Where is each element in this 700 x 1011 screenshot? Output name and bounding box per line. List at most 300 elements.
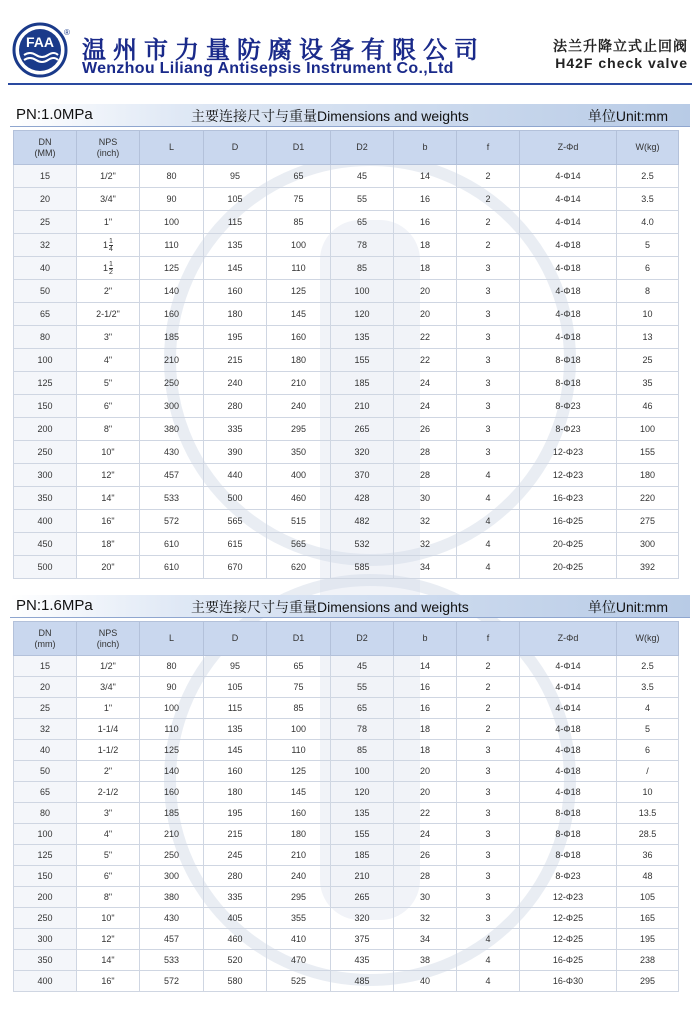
logo-text: FAA xyxy=(26,34,54,50)
table-cell: 240 xyxy=(204,372,267,395)
table-cell: 3 xyxy=(457,395,520,418)
table-cell: 525 xyxy=(267,971,331,992)
table-row xyxy=(14,280,679,303)
table-cell: 115 xyxy=(204,211,267,234)
column-header: NPS (inch) xyxy=(77,131,140,165)
table-cell: 4-Φ18 xyxy=(520,782,617,803)
table-cell: 32 xyxy=(394,908,457,929)
table-row xyxy=(14,803,679,824)
table-cell: 16-Φ25 xyxy=(520,950,617,971)
table-cell: 8-Φ18 xyxy=(520,372,617,395)
table-row xyxy=(14,782,679,803)
table-cell: 40 xyxy=(394,971,457,992)
table-cell: 295 xyxy=(267,418,331,441)
table-row xyxy=(14,719,679,740)
table-cell: 16-Φ25 xyxy=(520,510,617,533)
table-cell: 22 xyxy=(394,803,457,824)
table-cell: 26 xyxy=(394,418,457,441)
table-cell: 8" xyxy=(77,887,140,908)
table-cell: 10 xyxy=(617,303,679,326)
table-cell: 4-Φ14 xyxy=(520,656,617,677)
table-cell: 30 xyxy=(394,887,457,908)
table-row xyxy=(14,395,679,418)
table-cell: 80 xyxy=(14,803,77,824)
table-cell: 2.5 xyxy=(617,165,679,188)
table-cell: 10" xyxy=(77,441,140,464)
table-cell: 135 xyxy=(331,803,394,824)
table-cell: 350 xyxy=(267,441,331,464)
table-cell: 65 xyxy=(331,211,394,234)
table-cell: 520 xyxy=(204,950,267,971)
dimensions-table-pn16 xyxy=(13,621,679,992)
table-cell: 40 xyxy=(14,740,77,761)
table-cell: 16 xyxy=(394,677,457,698)
table-cell: 20 xyxy=(394,782,457,803)
table-cell: 20 xyxy=(394,761,457,782)
table-cell: 295 xyxy=(267,887,331,908)
table-cell: 210 xyxy=(140,824,204,845)
column-header: Z-Φd xyxy=(520,622,617,656)
table-cell: 2 xyxy=(457,698,520,719)
table-cell: 380 xyxy=(140,887,204,908)
table-cell: 215 xyxy=(204,349,267,372)
table-cell: 120 xyxy=(331,782,394,803)
table-cell: 36 xyxy=(617,845,679,866)
table-row xyxy=(14,188,679,211)
table-cell: 300 xyxy=(617,533,679,556)
table-cell: 120 xyxy=(331,303,394,326)
table-cell: 3 xyxy=(457,303,520,326)
table-cell: 195 xyxy=(204,326,267,349)
table-cell: 1/2" xyxy=(77,165,140,188)
table-cell: 4-Φ18 xyxy=(520,280,617,303)
table-row xyxy=(14,349,679,372)
table-cell: 65 xyxy=(331,698,394,719)
table-cell: 390 xyxy=(204,441,267,464)
table-cell: 3/4" xyxy=(77,677,140,698)
table-cell: 250 xyxy=(14,441,77,464)
table-cell: 65 xyxy=(14,782,77,803)
table-cell: 75 xyxy=(267,677,331,698)
table-cell: 32 xyxy=(394,533,457,556)
table-row xyxy=(14,677,679,698)
table-cell: 3" xyxy=(77,326,140,349)
column-header: L xyxy=(140,131,204,165)
table-cell: 200 xyxy=(14,887,77,908)
table-cell: 1" xyxy=(77,698,140,719)
column-header: Z-Φd xyxy=(520,131,617,165)
section-title-bar xyxy=(10,104,690,127)
table-cell: 4 xyxy=(457,487,520,510)
table-cell: 160 xyxy=(204,761,267,782)
table-cell: 180 xyxy=(204,303,267,326)
section-title: 主要连接尺寸与重量Dimensions and weights xyxy=(191,108,469,124)
table-cell: 165 xyxy=(617,908,679,929)
table-row xyxy=(14,487,679,510)
table-cell: 3 xyxy=(457,326,520,349)
table-cell: 15 xyxy=(14,656,77,677)
table-cell: 12-Φ25 xyxy=(520,929,617,950)
table-cell: 3/4" xyxy=(77,188,140,211)
column-header: W(kg) xyxy=(617,622,679,656)
column-header: D1 xyxy=(267,622,331,656)
table-cell: 1-1/4 xyxy=(77,719,140,740)
table-cell: 45 xyxy=(331,165,394,188)
table-cell: 34 xyxy=(394,556,457,579)
table-cell: 3 xyxy=(457,824,520,845)
table-cell: 185 xyxy=(140,326,204,349)
table-cell: 4-Φ18 xyxy=(520,740,617,761)
page-header xyxy=(0,0,700,88)
table-cell: 8 xyxy=(617,280,679,303)
table-cell: 335 xyxy=(204,887,267,908)
table-cell: 280 xyxy=(204,866,267,887)
table-cell: 240 xyxy=(267,395,331,418)
table-cell: 2 xyxy=(457,188,520,211)
table-cell: 8-Φ18 xyxy=(520,824,617,845)
table-cell: 3 xyxy=(457,866,520,887)
table-cell: 25 xyxy=(617,349,679,372)
table-cell: 4 xyxy=(457,464,520,487)
column-header: D2 xyxy=(331,131,394,165)
table-cell: 100 xyxy=(331,761,394,782)
table-cell: 300 xyxy=(140,866,204,887)
table-cell: 65 xyxy=(267,656,331,677)
table-cell: 4-Φ18 xyxy=(520,257,617,280)
table-cell: 20 xyxy=(394,280,457,303)
table-cell: 125 xyxy=(267,761,331,782)
table-cell: 32 xyxy=(14,234,77,257)
table-cell: 275 xyxy=(617,510,679,533)
table-cell: 12" xyxy=(77,464,140,487)
table-cell: 100 xyxy=(617,418,679,441)
table-cell: 2-1/2" xyxy=(77,303,140,326)
section-title-bar xyxy=(10,595,690,618)
table-cell: 24 xyxy=(394,395,457,418)
table-cell: 4-Φ18 xyxy=(520,326,617,349)
table-cell: 8-Φ23 xyxy=(520,418,617,441)
table-row xyxy=(14,372,679,395)
table-cell: 4 xyxy=(457,950,520,971)
table-cell: 110 xyxy=(267,257,331,280)
table-cell: 220 xyxy=(617,487,679,510)
table-cell: 80 xyxy=(140,656,204,677)
table-cell: 185 xyxy=(331,845,394,866)
table-cell: 155 xyxy=(331,349,394,372)
table-row xyxy=(14,929,679,950)
table-cell: 500 xyxy=(204,487,267,510)
table-cell: 460 xyxy=(267,487,331,510)
table-cell: 145 xyxy=(204,257,267,280)
table-cell: 16" xyxy=(77,510,140,533)
table-cell: 4-Φ14 xyxy=(520,165,617,188)
table-row xyxy=(14,326,679,349)
table-cell: 95 xyxy=(204,165,267,188)
table-cell: 2.5 xyxy=(617,656,679,677)
table-cell: 250 xyxy=(140,845,204,866)
table-cell: 210 xyxy=(140,349,204,372)
table-cell: 4-Φ14 xyxy=(520,698,617,719)
table-cell: 435 xyxy=(331,950,394,971)
table-cell: 405 xyxy=(204,908,267,929)
table-cell: 140 xyxy=(140,280,204,303)
table-cell: 428 xyxy=(331,487,394,510)
table-cell: 245 xyxy=(204,845,267,866)
table-cell: 18 xyxy=(394,234,457,257)
table-cell: 610 xyxy=(140,556,204,579)
table-row xyxy=(14,165,679,188)
table-cell: 125 xyxy=(267,280,331,303)
table-cell: 28 xyxy=(394,866,457,887)
table-cell: 335 xyxy=(204,418,267,441)
table-cell: 25 xyxy=(14,698,77,719)
table-cell: 155 xyxy=(331,824,394,845)
table-cell: 20 xyxy=(394,303,457,326)
table-cell: 12-Φ23 xyxy=(520,441,617,464)
table-row xyxy=(14,740,679,761)
table-cell: 160 xyxy=(140,782,204,803)
table-cell: 110 xyxy=(140,719,204,740)
table-cell: 8-Φ18 xyxy=(520,349,617,372)
table-cell: 6" xyxy=(77,395,140,418)
table-cell: 4" xyxy=(77,349,140,372)
table-cell: 400 xyxy=(14,971,77,992)
table-cell: 4 xyxy=(457,510,520,533)
column-header: W(kg) xyxy=(617,131,679,165)
table-cell: 90 xyxy=(140,188,204,211)
table-cell: 160 xyxy=(267,803,331,824)
table-cell: 210 xyxy=(331,866,394,887)
table-cell: 78 xyxy=(331,719,394,740)
table-cell: 20-Φ25 xyxy=(520,556,617,579)
table-cell: 18 xyxy=(394,740,457,761)
table-cell: 460 xyxy=(204,929,267,950)
table-cell: 145 xyxy=(204,740,267,761)
table-cell: 533 xyxy=(140,950,204,971)
table-cell: 12-Φ25 xyxy=(520,908,617,929)
table-cell: 195 xyxy=(617,929,679,950)
table-cell: 24 xyxy=(394,372,457,395)
table-cell: 105 xyxy=(204,677,267,698)
table-cell: 32 xyxy=(14,719,77,740)
table-cell: 125 xyxy=(140,740,204,761)
table-cell: 4-Φ18 xyxy=(520,303,617,326)
table-cell: 400 xyxy=(267,464,331,487)
table-cell: 16 xyxy=(394,188,457,211)
table-cell: 4-Φ14 xyxy=(520,677,617,698)
table-cell: 280 xyxy=(204,395,267,418)
table-cell: 195 xyxy=(204,803,267,824)
table-cell: 4-Φ18 xyxy=(520,719,617,740)
table-cell: 38 xyxy=(394,950,457,971)
table-cell: 65 xyxy=(267,165,331,188)
table-cell: 3 xyxy=(457,803,520,824)
table-cell: 100 xyxy=(267,719,331,740)
table-cell: 300 xyxy=(140,395,204,418)
table-cell: 135 xyxy=(204,719,267,740)
table-cell: 75 xyxy=(267,188,331,211)
table-cell: 5 xyxy=(617,234,679,257)
table-cell: 125 xyxy=(140,257,204,280)
table-cell: 13 xyxy=(617,326,679,349)
table-cell: 457 xyxy=(140,464,204,487)
table-cell: 65 xyxy=(14,303,77,326)
table-cell: 100 xyxy=(14,824,77,845)
table-cell: 210 xyxy=(267,845,331,866)
column-header: b xyxy=(394,131,457,165)
table-cell: 85 xyxy=(331,740,394,761)
table-cell: 155 xyxy=(617,441,679,464)
table-row xyxy=(14,656,679,677)
table-cell: 2" xyxy=(77,280,140,303)
table-cell: 3" xyxy=(77,803,140,824)
table-cell: 2" xyxy=(77,761,140,782)
table-cell: 18" xyxy=(77,533,140,556)
table-cell: 34 xyxy=(394,929,457,950)
table-cell: 470 xyxy=(267,950,331,971)
table-cell: 8-Φ18 xyxy=(520,845,617,866)
section-pn16 xyxy=(10,595,690,992)
table-cell: 572 xyxy=(140,971,204,992)
table-cell: 4 xyxy=(457,971,520,992)
table-cell: 28 xyxy=(394,464,457,487)
table-cell: 14 xyxy=(394,165,457,188)
column-header: DN (MM) xyxy=(14,131,77,165)
table-cell: 380 xyxy=(140,418,204,441)
table-cell: 6 xyxy=(617,257,679,280)
table-cell: 20" xyxy=(77,556,140,579)
table-row xyxy=(14,441,679,464)
table-cell: 12-Φ23 xyxy=(520,887,617,908)
pressure-rating: PN:1.0MPa xyxy=(16,106,93,123)
table-cell: 100 xyxy=(140,211,204,234)
table-cell: 3 xyxy=(457,908,520,929)
table-cell: 18 xyxy=(394,257,457,280)
table-cell: 200 xyxy=(14,418,77,441)
table-cell: 160 xyxy=(267,326,331,349)
table-cell: 3 xyxy=(457,740,520,761)
table-cell: 16-Φ23 xyxy=(520,487,617,510)
table-cell: 457 xyxy=(140,929,204,950)
unit-label: 单位Unit:mm xyxy=(587,108,668,124)
table-row xyxy=(14,971,679,992)
table-cell: 2 xyxy=(457,234,520,257)
table-cell: 115 xyxy=(204,698,267,719)
table-cell: 2 xyxy=(457,677,520,698)
table-cell: 105 xyxy=(204,188,267,211)
table-cell: 4" xyxy=(77,824,140,845)
table-cell: 145 xyxy=(267,782,331,803)
table-cell: 3 xyxy=(457,280,520,303)
column-header: f xyxy=(457,131,520,165)
table-cell: 400 xyxy=(14,510,77,533)
table-cell: 250 xyxy=(14,908,77,929)
table-cell: 4-Φ14 xyxy=(520,211,617,234)
table-cell: 125 xyxy=(14,845,77,866)
table-cell: 215 xyxy=(204,824,267,845)
table-row xyxy=(14,257,679,280)
table-cell: 8-Φ23 xyxy=(520,866,617,887)
unit-label: 单位Unit:mm xyxy=(587,599,668,615)
table-cell: 110 xyxy=(140,234,204,257)
table-cell: 392 xyxy=(617,556,679,579)
table-cell: 500 xyxy=(14,556,77,579)
table-cell: 300 xyxy=(14,929,77,950)
table-cell: 5 xyxy=(617,719,679,740)
table-cell: 8-Φ23 xyxy=(520,395,617,418)
column-header: D1 xyxy=(267,131,331,165)
table-cell: 3 xyxy=(457,782,520,803)
table-cell: 110 xyxy=(267,740,331,761)
table-row xyxy=(14,234,679,257)
table-cell: 370 xyxy=(331,464,394,487)
table-cell: 320 xyxy=(331,441,394,464)
table-cell: 135 xyxy=(204,234,267,257)
table-cell: 350 xyxy=(14,487,77,510)
table-cell: 4-Φ14 xyxy=(520,188,617,211)
table-row xyxy=(14,418,679,441)
table-cell: 85 xyxy=(267,698,331,719)
table-cell: 265 xyxy=(331,887,394,908)
table-cell: 180 xyxy=(267,349,331,372)
table-cell: 6" xyxy=(77,866,140,887)
table-cell: 4-Φ18 xyxy=(520,234,617,257)
table-cell: 55 xyxy=(331,188,394,211)
table-cell: 1/2" xyxy=(77,656,140,677)
table-cell: 16" xyxy=(77,971,140,992)
table-cell: 50 xyxy=(14,280,77,303)
table-cell: 440 xyxy=(204,464,267,487)
table-cell: 20-Φ25 xyxy=(520,533,617,556)
table-cell: 572 xyxy=(140,510,204,533)
table-cell: 515 xyxy=(267,510,331,533)
company-name-en: Wenzhou Liliang Antisepsis Instrument Co.,Ltd xyxy=(82,60,454,77)
table-cell: 46 xyxy=(617,395,679,418)
column-header: b xyxy=(394,622,457,656)
table-cell: 3.5 xyxy=(617,677,679,698)
table-cell: 15 xyxy=(14,165,77,188)
table-cell: 85 xyxy=(267,211,331,234)
table-cell: 2-1/2 xyxy=(77,782,140,803)
table-cell: 238 xyxy=(617,950,679,971)
table-cell: 482 xyxy=(331,510,394,533)
table-cell: 450 xyxy=(14,533,77,556)
table-row xyxy=(14,533,679,556)
table-cell: 160 xyxy=(204,280,267,303)
table-cell: 3 xyxy=(457,372,520,395)
table-cell: 1 $\frac{1}{4}$ xyxy=(77,234,140,257)
table-cell: 185 xyxy=(140,803,204,824)
table-cell: 10 xyxy=(617,782,679,803)
table-cell: 180 xyxy=(204,782,267,803)
table-cell: 35 xyxy=(617,372,679,395)
table-row xyxy=(14,556,679,579)
table-cell: 375 xyxy=(331,929,394,950)
table-cell: 180 xyxy=(267,824,331,845)
table-cell: 4 xyxy=(617,698,679,719)
column-header: D xyxy=(204,622,267,656)
table-cell: 20 xyxy=(14,188,77,211)
table-cell: 3 xyxy=(457,257,520,280)
product-name-cn: 法兰升降立式止回阀 xyxy=(553,39,688,55)
table-cell: 55 xyxy=(331,677,394,698)
table-cell: 210 xyxy=(267,372,331,395)
table-cell: 28 xyxy=(394,441,457,464)
table-cell: 4-Φ18 xyxy=(520,761,617,782)
table-row xyxy=(14,761,679,782)
table-cell: 430 xyxy=(140,908,204,929)
table-cell: 150 xyxy=(14,866,77,887)
